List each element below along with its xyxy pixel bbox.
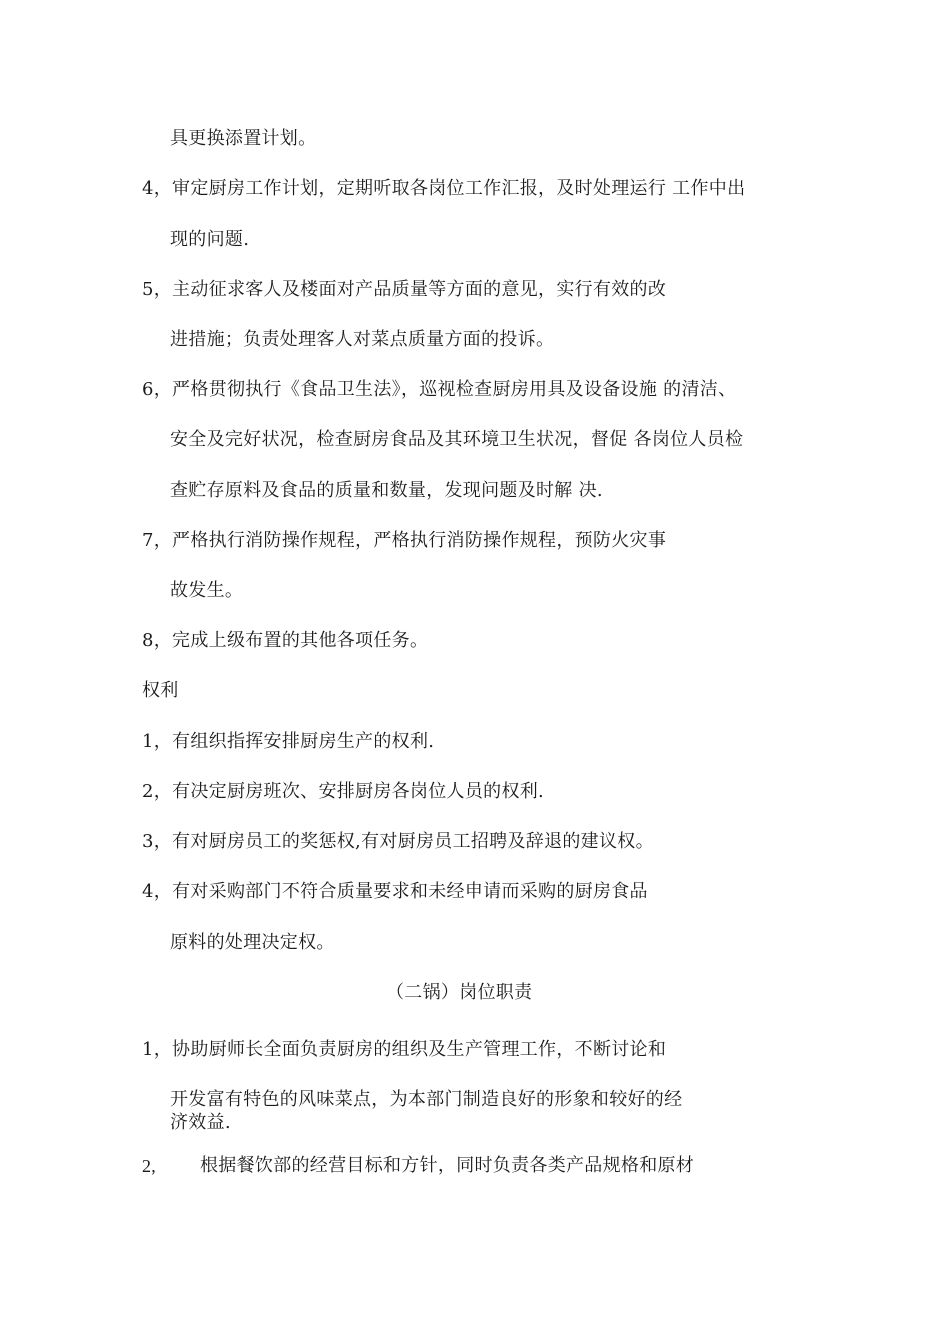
text-line: 现的问题. [170,229,250,250]
text-line: 查贮存原料及食品的质量和数量，发现问题及时解 决. [170,480,603,501]
rights-item-1: 1，有组织指挥安排厨房生产的权利. [142,731,435,752]
list-item-4: 4，审定厨房工作计划，定期听取各岗位工作汇报，及时处理运行 工作中出 [142,178,746,199]
list-item-5: 5，主动征求客人及楼面对产品质量等方面的意见，实行有效的改 [142,279,667,300]
text-line: 具更换添置计划。 [170,128,317,149]
list-item-8: 8，完成上级布置的其他各项任务。 [142,630,429,651]
duties-item-2-text: 根据餐饮部的经营目标和方针，同时负责各类产品规格和原材 [200,1155,695,1176]
text-line: 原料的处理决定权。 [170,932,335,953]
section-heading-duties: （二锅）岗位职责 [386,982,533,1003]
rights-item-3: 3，有对厨房员工的奖惩权,有对厨房员工招聘及辞退的建议权。 [142,831,654,852]
list-item-6: 6，严格贯彻执行《食品卫生法》，巡视检查厨房用具及设备设施 的清洁、 [142,379,737,400]
list-item-7: 7，严格执行消防操作规程，严格执行消防操作规程，预防火灾事 [142,530,667,551]
text-line: 开发富有特色的风味菜点，为本部门制造良好的形象和较好的经 [170,1089,683,1110]
duties-item-2-number: 2, [142,1156,157,1176]
text-line: 进措施；负责处理客人对菜点质量方面的投诉。 [170,329,555,350]
text-line: 济效益. [170,1112,231,1133]
text-line: 安全及完好状况，检查厨房食品及其环境卫生状况，督促 各岗位人员检 [170,429,744,450]
duties-item-1: 1，协助厨师长全面负责厨房的组织及生产管理工作，不断讨论和 [142,1039,667,1060]
rights-item-2: 2，有决定厨房班次、安排厨房各岗位人员的权利. [142,781,545,802]
rights-item-4: 4，有对采购部门不符合质量要求和未经申请而采购的厨房食品 [142,881,648,902]
section-heading-rights: 权利 [142,680,179,701]
text-line: 故发生。 [170,580,244,601]
